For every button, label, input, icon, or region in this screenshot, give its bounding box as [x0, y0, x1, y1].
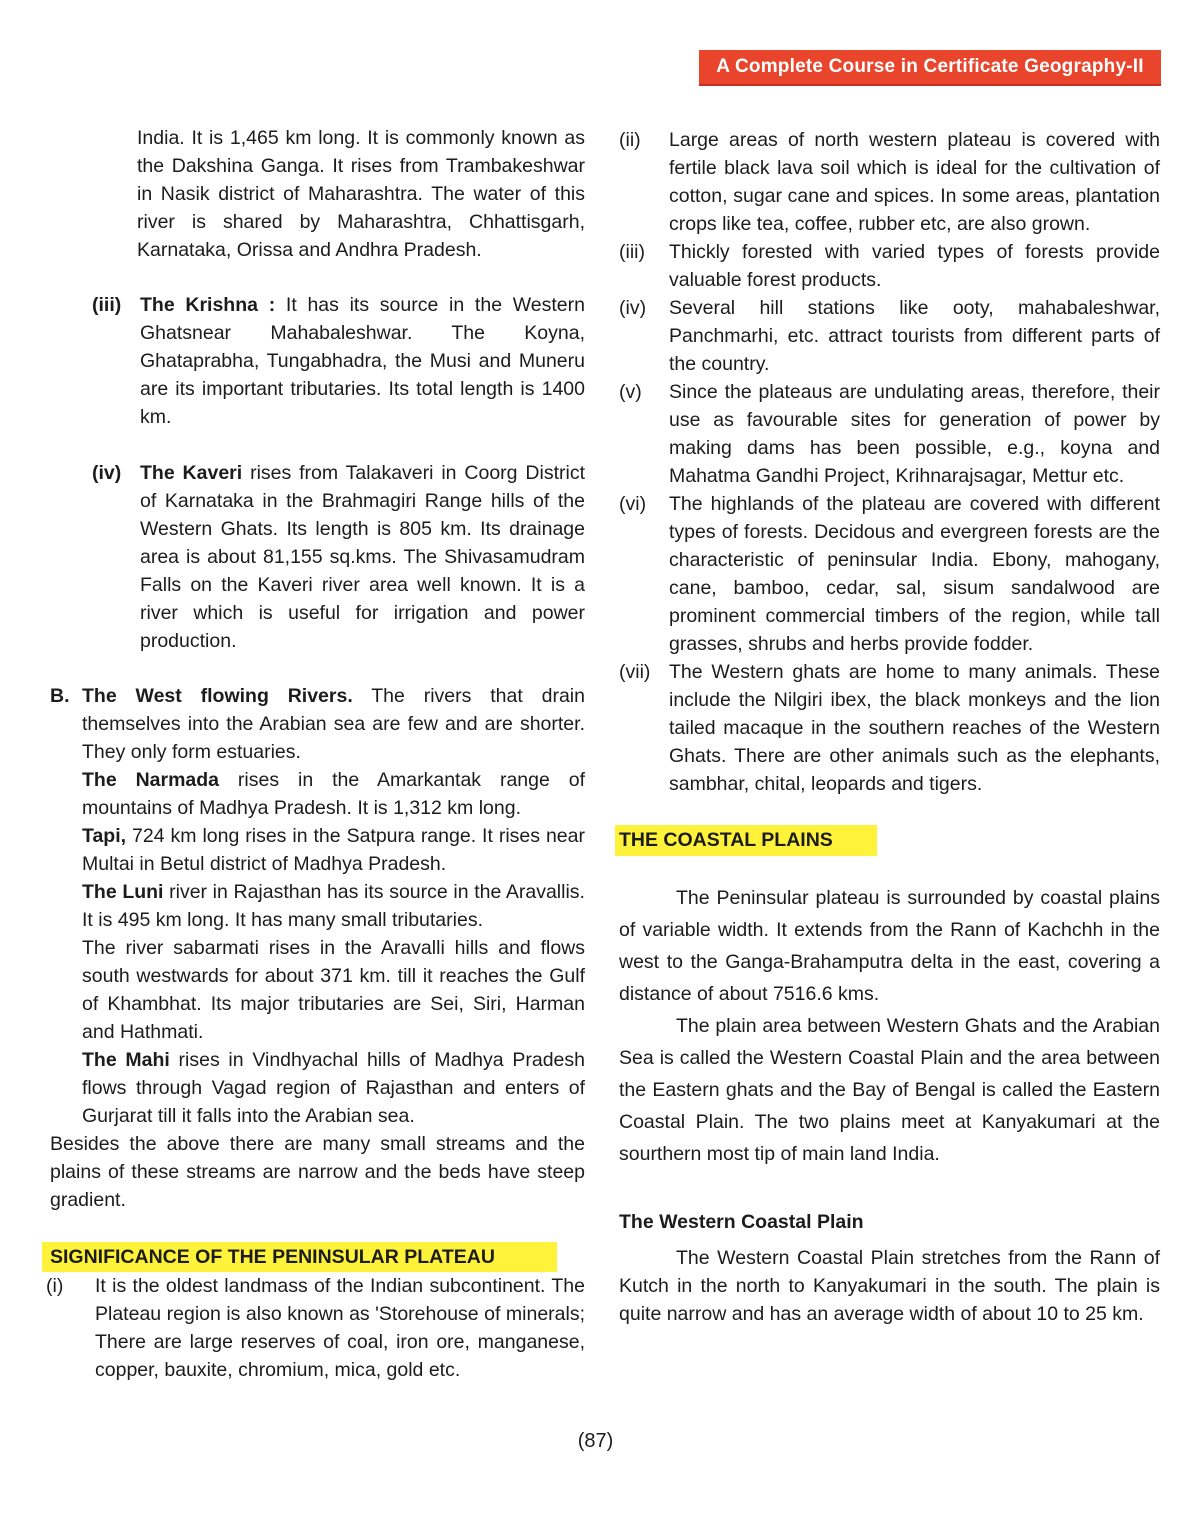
point-text: Several hill stations like ooty, mahabaleshwar, Panchmarhi, etc. attract tourists from different parts of the country.: [669, 297, 1160, 375]
narmada-title: The Narmada: [82, 769, 220, 791]
point-i-text: It is the oldest landmass of the Indian subcontinent. The Plateau region is also known as 'Storehouse of minerals; There are large reserves of coal, iron ore, manganese, copper, bauxite, chromium, mica, gold etc.: [95, 1275, 585, 1381]
item-number: (iv): [92, 462, 122, 484]
small-streams-paragraph: Besides the above there are many small streams and the plains of these streams are narrow and the beds have steep gradient.: [50, 1133, 585, 1211]
western-coastal-plain-paragraph: The Western Coastal Plain stretches from the Rann of Kutch in the north to Kanyakumari in the south. The plain is quite narrow and has an average width of about 10 to 25 km.: [619, 1247, 1160, 1325]
point-text: Large areas of north western plateau is covered with fertile black lava soil which is ideal for the cultivation of cotton, sugar cane and spices. In some areas, plantation crops like tea, coffee, rubber etc, are also grown.: [669, 129, 1160, 235]
kaveri-item: [50, 459, 585, 655]
significance-point-i: [46, 1272, 585, 1384]
mahi-paragraph: [82, 1046, 585, 1130]
section-label: B.: [50, 685, 70, 707]
point-text: The highlands of the plateau are covered with different types of forests. Decidous and evergreen forests are the characteristic of peninsular India. Ebony, mahogany, cane, bamboo, cedar, sal, sisum sandalwood are prominent commercial timbers of the region, while tall grasses, shrubs and herbs provide fodder.: [669, 493, 1160, 655]
right-column: [619, 126, 1160, 1328]
page-number: (87): [577, 1430, 614, 1452]
sabarmati-paragraph: The river sabarmati rises in the Aravalli hills and flows south westwards for about 371 km. till it reaches the Gulf of Khambhat. Its major tributaries are Sei, Siri, Harman and Hathmati.: [82, 937, 585, 1043]
dakshina-ganga-paragraph: India. It is 1,465 km long. It is commonly known as the Dakshina Ganga. It rises from Trambakeshwar in Nasik district of Maharashtra. The water of this river is shared by Maharashtra, Chhattisgarh, Karnataka, Orissa and Andhra Pradesh.: [137, 127, 585, 261]
luni-paragraph: [82, 878, 585, 934]
point-text: Since the plateaus are undulating areas, therefore, their use as favourable sites for generation of power by making dams has been possible, e.g., koyna and Mahatma Gandhi Project, Krihnarajsagar, Mettur etc.: [669, 381, 1160, 487]
point-text: The Western ghats are home to many animals. These include the Nilgiri ibex, the black monkeys and the lion tailed macaque in the southern reaches of the Western Ghats. There are other animals such as the elephants, sambhar, chital, leopards and tigers.: [669, 661, 1160, 795]
item-number: (iii): [92, 294, 122, 316]
coastal-paragraph-1: The Peninsular plateau is surrounded by coastal plains of variable width. It extends from the Rann of Kachchh in the west to the Ganga-Brahamputra delta in the east, covering a distance of about 7516.6 kms.: [619, 887, 1160, 1005]
left-column: [46, 124, 585, 1384]
west-flowing-rivers-section: [50, 682, 585, 1130]
west-flowing-title: The West flowing Rivers.: [82, 685, 353, 707]
significance-heading-wrap: [42, 1242, 585, 1272]
west-flowing-body: The rivers that drain themselves into the Arabian sea are few and are shorter. They only form estuaries.: [82, 685, 585, 763]
significance-points-list: [619, 126, 1160, 798]
significance-point: [619, 238, 1160, 294]
kaveri-title: The Kaveri: [140, 462, 243, 484]
mahi-body: rises in Vindhyachal hills of Madhya Pradesh flows through Vagad region of Rajasthan and enters of Gurjarat till it falls into the Arabian sea.: [82, 1049, 585, 1127]
significance-point: [619, 294, 1160, 378]
coastal-paragraph-2: The plain area between Western Ghats and the Arabian Sea is called the Western Coastal Plain and the area between the Eastern ghats and the Bay of Bengal is called the Eastern Coastal Plain. The two plains meet at Kanyakumari at the sourthern most tip of main land India.: [619, 1015, 1160, 1165]
kaveri-body: rises from Talakaveri in Coorg District of Karnataka in the Brahmagiri Range hills of the Western Ghats. Its length is 805 km. Its drainage area is about 81,155 sq.kms. The Shivasamudram Falls on the Kaveri river area well known. It is a river which is useful for irrigation and power production.: [140, 462, 585, 652]
coastal-plains-body: [619, 882, 1160, 1170]
point-number: (vii): [619, 661, 651, 683]
krishna-text: [140, 291, 585, 431]
point-number: (iii): [619, 241, 645, 263]
narmada-body: rises in the Amarkantak range of mountains of Madhya Pradesh. It is 1,312 km long.: [82, 769, 585, 819]
luni-body: river in Rajasthan has its source in the Aravallis. It is 495 km long. It has many small tributaries.: [82, 881, 585, 931]
tapi-title: Tapi,: [82, 825, 127, 847]
point-number: (v): [619, 381, 642, 403]
tapi-paragraph: [82, 822, 585, 878]
significance-heading: SIGNIFICANCE OF THE PENINSULAR PLATEAU: [42, 1242, 557, 1272]
significance-point: [619, 126, 1160, 238]
point-number: (ii): [619, 129, 641, 151]
krishna-body: It has its source in the Western Ghatsnear Mahabaleshwar. The Koyna, Ghataprabha, Tungabhadra, the Musi and Muneru are its important tributaries. Its total length is 1400 km.: [140, 294, 585, 428]
tapi-body: 724 km long rises in the Satpura range. It rises near Multai in Betul district of Madhya Pradesh.: [82, 825, 585, 875]
significance-point: [619, 378, 1160, 490]
kaveri-text: [140, 459, 585, 655]
point-number: (vi): [619, 493, 647, 515]
coastal-heading-wrap: [615, 825, 1160, 856]
book-title-badge: A Complete Course in Certificate Geography-II: [699, 50, 1161, 86]
significance-point: [619, 490, 1160, 658]
western-coastal-plain-heading: The Western Coastal Plain: [619, 1211, 864, 1233]
krishna-item: [50, 291, 585, 431]
coastal-plains-heading: THE COASTAL PLAINS: [615, 825, 877, 856]
point-number: (i): [46, 1275, 64, 1297]
point-text: Thickly forested with varied types of forests provide valuable forest products.: [669, 241, 1160, 291]
mahi-title: The Mahi: [82, 1049, 170, 1071]
point-number: (iv): [619, 297, 647, 319]
luni-title: The Luni: [82, 881, 164, 903]
krishna-title: The Krishna :: [140, 294, 276, 316]
narmada-paragraph: [82, 766, 585, 822]
significance-point: [619, 658, 1160, 798]
west-flowing-intro: [82, 682, 585, 766]
